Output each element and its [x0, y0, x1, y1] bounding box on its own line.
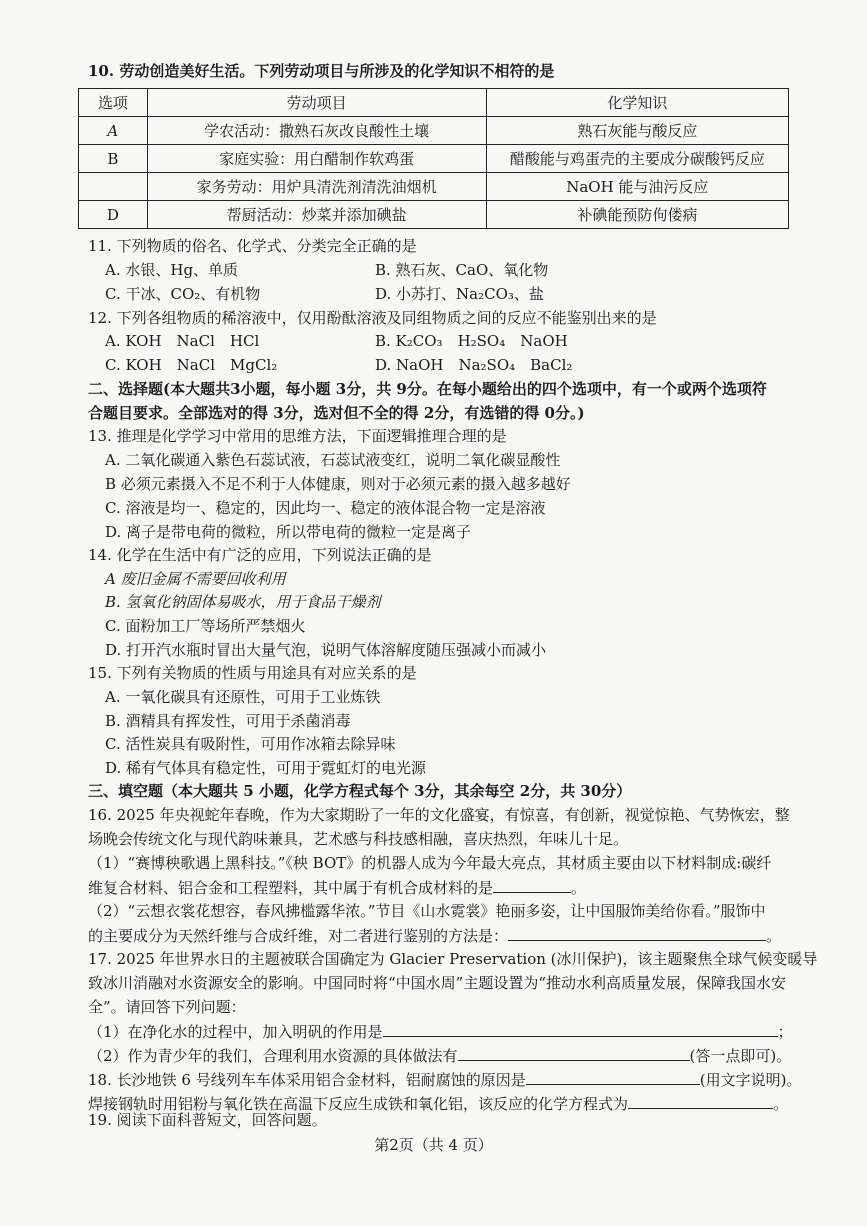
q16-part2-text: 的主要成分为天然纤维与合成纤维，对二者进行鉴别的方法是： — [88, 927, 509, 945]
q18-line2: 焊接钢轨时用铝粉与氧化铁在高温下反应生成铁和氧化铝，该反应的化学方程式为 。 — [88, 1095, 789, 1113]
q14-option-b: B. 氢氧化钠固体易吸水，用于食品干燥剂 — [105, 593, 381, 611]
q16-line6: 的主要成分为天然纤维与合成纤维，对二者进行鉴别的方法是： 。 — [88, 927, 782, 945]
q18-part1-blank — [526, 1069, 700, 1085]
q17-line1: 17. 2025 年世界水日的主题被联合国确定为 Glacier Preservation (冰川保护)，该主题聚焦全球气候变暖导 — [88, 950, 818, 968]
q14-option-c: C. 面粉加工厂等场所严禁烟火 — [105, 617, 306, 635]
q11-stem: 11. 下列物质的俗名、化学式、分类完全正确的是 — [88, 237, 417, 255]
page-footer: 第2页（共 4 页） — [374, 1136, 493, 1154]
q13-option-d: D. 离子是带电荷的微粒，所以带电荷的微粒一定是离子 — [105, 523, 472, 541]
q14-option-a: A 废旧金属不需要回收利用 — [105, 570, 286, 588]
q11-option-d: D. 小苏打、Na₂CO₃、盐 — [375, 285, 544, 303]
q10-stem: 10. 劳动创造美好生活。下列劳动项目与所涉及的化学知识不相符的是 — [88, 62, 555, 80]
q16-part1-blank — [493, 877, 571, 893]
q18-part2-text: 焊接钢轨时用铝粉与氧化铁在高温下反应生成铁和氧化铝，该反应的化学方程式为 — [88, 1095, 629, 1113]
row-option — [79, 173, 148, 201]
row-project: 家务劳动：用炉具清洗剂清洗油烟机 — [147, 173, 486, 201]
row-option: B — [79, 145, 148, 173]
q11-option-b: B. 熟石灰、CaO、氧化物 — [375, 261, 549, 279]
q16-line3: （1）“赛博秧歌遇上黑科技。”《秧 BOT》的机器人成为今年最大亮点，其材质主要由以下材料制成:碳纤 — [88, 854, 772, 872]
q15-stem: 15. 下列有关物质的性质与用途具有对应关系的是 — [88, 664, 417, 682]
table-row — [79, 173, 789, 201]
row-project: 学农活动：撒熟石灰改良酸性土壤 — [147, 117, 486, 145]
q17-part1-text: （1）在净化水的过程中，加入明矾的作用是 — [88, 1023, 383, 1041]
q12-option-b: B. K₂CO₃ H₂SO₄ NaOH — [375, 332, 568, 350]
q11-option-c: C. 干冰、CO₂、有机物 — [105, 285, 261, 303]
q12-option-d: D. NaOH Na₂SO₄ BaCl₂ — [375, 356, 573, 374]
q16-line4: 维复合材料、铝合金和工程塑料，其中属于有机合成材料的是 。 — [88, 879, 587, 897]
q10-table — [78, 88, 789, 229]
q13-option-a: A. 二氧化碳通入紫色石蕊试液，石蕊试液变红，说明二氧化碳显酸性 — [105, 451, 561, 469]
q15-option-a: A. 一氧化碳具有还原性，可用于工业炼铁 — [105, 688, 381, 706]
q17-part2-tail: (答一点即可)。 — [689, 1047, 792, 1065]
table-header-row — [79, 89, 789, 117]
row-knowledge: NaOH 能与油污反应 — [486, 173, 788, 201]
q15-option-b: B. 酒精具有挥发性，可用于杀菌消毒 — [105, 712, 351, 730]
q12-stem: 12. 下列各组物质的稀溶液中，仅用酚酞溶液及同组物质之间的反应不能鉴别出来的是 — [88, 309, 657, 327]
row-knowledge: 醋酸能与鸡蛋壳的主要成分碳酸钙反应 — [486, 145, 788, 173]
q14-stem: 14. 化学在生活中有广泛的应用，下列说法正确的是 — [88, 546, 432, 564]
q16-line5: （2）“云想衣裳花想容，春风拂槛露华浓。”节目《山水霓裳》艳丽多姿，让中国服饰美给你看。”服饰中 — [88, 902, 766, 920]
row-knowledge: 补碘能预防佝偻病 — [486, 201, 788, 229]
q16-line1: 16. 2025 年央视蛇年春晚，作为大家期盼了一年的文化盛宴，有惊喜，有创新，视觉惊艳、气势恢宏，整 — [88, 806, 790, 824]
q17-part2-blank — [458, 1045, 690, 1061]
q13-option-b: B 必须元素摄入不足不利于人体健康，则对于必须元素的摄入越多越好 — [105, 475, 571, 493]
q19-stem: 19. 阅读下面科普短文，回答问题。 — [88, 1111, 327, 1129]
q16-part2-blank — [508, 925, 766, 941]
row-knowledge: 熟石灰能与酸反应 — [486, 117, 788, 145]
q12-option-c: C. KOH NaCl MgCl₂ — [105, 356, 278, 374]
q11-option-a: A. 水银、Hg、单质 — [105, 261, 239, 279]
q17-line2: 致冰川消融对水资源安全的影响。中国同时将“中国水周”主题设置为“推动水利高质量发展，保障我国水安 — [88, 974, 787, 992]
table-row — [79, 117, 789, 145]
header-option: 选项 — [79, 89, 148, 117]
q18-part2-blank — [628, 1093, 773, 1109]
q17-line4: （1）在净化水的过程中，加入明矾的作用是 ； — [88, 1023, 793, 1041]
q16-line2: 场晚会传统文化与现代韵味兼具，艺术感与科技感相融，喜庆热烈，年味儿十足。 — [88, 830, 629, 848]
q16-part1-text: 维复合材料、铝合金和工程塑料，其中属于有机合成材料的是 — [88, 879, 494, 897]
q17-part1-blank — [383, 1021, 778, 1037]
q17-line3: 全”。请回答下列问题： — [88, 998, 246, 1016]
q14-option-d: D. 打开汽水瓶时冒出大量气泡，说明气体溶解度随压强减小而减小 — [105, 641, 547, 659]
q17-line5 — [88, 1045, 791, 1066]
section3-heading: 三、填空题（本大题共 5 小题，化学方程式每个 3分，其余每空 2分，共 30分） — [88, 782, 632, 800]
header-knowledge: 化学知识 — [486, 89, 788, 117]
section2-heading: 二、选择题(本大题共3小题，每小题 3分，共 9分。在每小题给出的四个选项中，有一个或两个选项符 — [88, 380, 767, 398]
q13-option-c: C. 溶液是均一、稳定的，因此均一、稳定的液体混合物一定是溶液 — [105, 499, 546, 517]
q18-part1-text: 18. 长沙地铁 6 号线列车车体采用铝合金材料，铝耐腐蚀的原因是 — [88, 1071, 526, 1089]
row-option: D — [79, 201, 148, 229]
q12-option-a: A. KOH NaCl HCl — [105, 332, 260, 350]
table-row — [79, 201, 789, 229]
row-option: A — [79, 117, 148, 145]
q13-stem: 13. 推理是化学学习中常用的思维方法，下面逻辑推理合理的是 — [88, 427, 507, 445]
q18-part1-tail: (用文字说明)。 — [699, 1071, 802, 1089]
q17-part2-text: （2）作为青少年的我们，合理利用水资源的具体做法有 — [88, 1047, 458, 1065]
table-row — [79, 145, 789, 173]
section2-heading-cont: 合题目要求。全部选对的得 3分，选对但不全的得 2分，有选错的得 0分。) — [88, 404, 585, 422]
q15-option-c: C. 活性炭具有吸附性，可用作冰箱去除异味 — [105, 735, 396, 753]
row-project: 帮厨活动：炒菜并添加碘盐 — [147, 201, 486, 229]
row-project: 家庭实验：用白醋制作软鸡蛋 — [147, 145, 486, 173]
q18-line1 — [88, 1069, 801, 1090]
q15-option-d: D. 稀有气体具有稳定性，可用于霓虹灯的电光源 — [105, 759, 427, 777]
header-project: 劳动项目 — [147, 89, 486, 117]
